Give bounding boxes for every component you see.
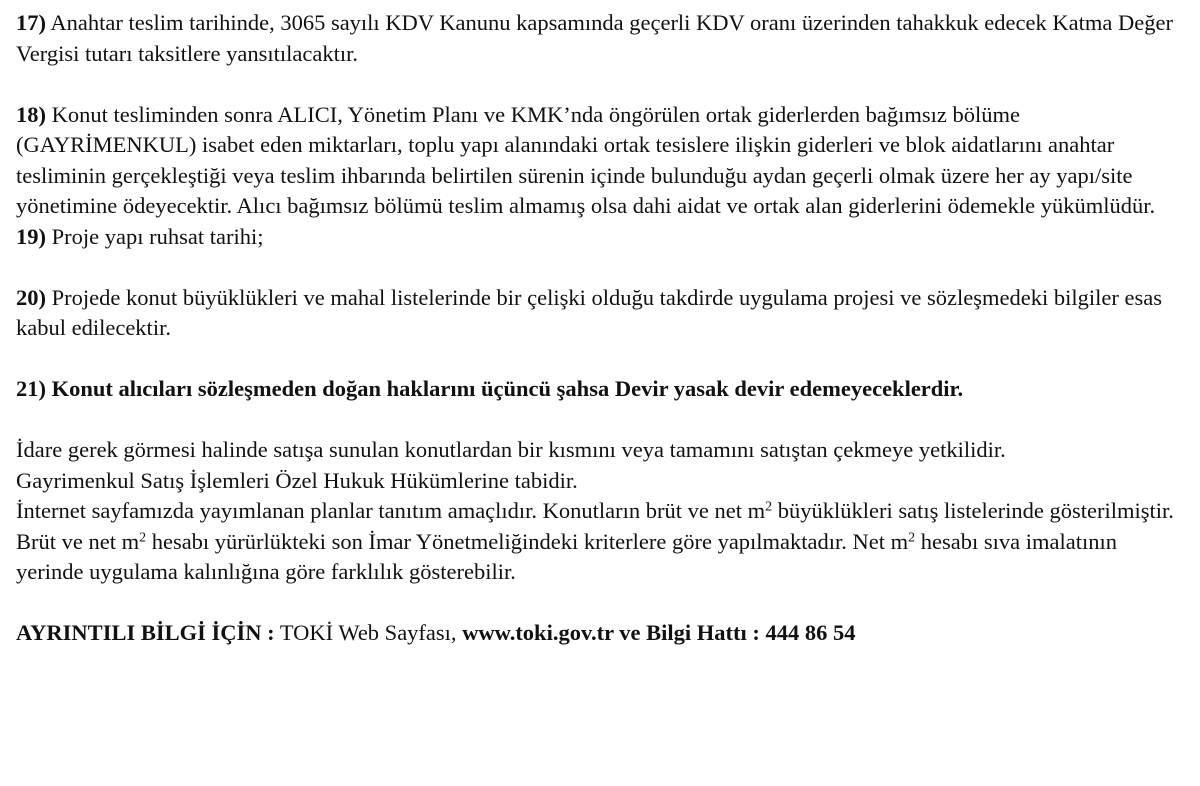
note-text: İnternet sayfamızda yayımlanan planlar tanıtım amaçlıdır. Konutların brüt ve net m bbox=[16, 498, 766, 523]
note-text: büyüklükleri satış listelerinde gösterilmiştir. Brüt ve net m bbox=[16, 498, 1174, 554]
spacer bbox=[16, 405, 1184, 436]
note-law: Gayrimenkul Satış İşlemleri Özel Hukuk Hükümlerine tabidir. bbox=[16, 467, 578, 493]
superscript: 2 bbox=[765, 499, 773, 515]
spacer bbox=[16, 69, 1184, 100]
note-text: hesabı yürürlükteki son İmar Yönetmeliğindeki kriterlere göre yapılmaktadır. Net m bbox=[146, 528, 909, 554]
info-footer bbox=[16, 618, 1184, 649]
document-body bbox=[16, 8, 1184, 649]
note-text: hesabı sıva imalatının yerinde uygulama kalınlığına göre farklılık gösterebilir. bbox=[16, 528, 1117, 584]
info-site: www.toki.gov.tr ve Bilgi Hattı : 444 86 54 bbox=[462, 620, 856, 645]
superscript: 2 bbox=[908, 529, 916, 545]
info-mid: TOKİ Web Sayfası, bbox=[274, 620, 463, 645]
clause-number: 17) bbox=[16, 10, 46, 35]
clause-17 bbox=[16, 8, 1184, 69]
info-label: AYRINTILI BİLGİ İÇİN : bbox=[16, 620, 275, 645]
clause-text: Proje yapı ruhsat tarihi; bbox=[46, 223, 264, 249]
clause-19 bbox=[16, 222, 1184, 253]
clause-text: Anahtar teslim tarihinde, 3065 sayılı KDV Kanunu kapsamında geçerli KDV oranı üzerinden tahakkuk edecek Katma Değer Vergisi tutarı taksitlere yansıtılacaktır. bbox=[16, 10, 1173, 66]
clause-20 bbox=[16, 283, 1184, 344]
note-plans bbox=[16, 496, 1184, 588]
clause-number: 19) bbox=[16, 223, 46, 249]
clause-number: 20) bbox=[16, 284, 46, 310]
clause-18 bbox=[16, 100, 1184, 222]
clause-text: Projede konut büyüklükleri ve mahal listelerinde bir çelişki olduğu takdirde uygulama projesi ve sözleşmedeki bilgiler esas kabul edilecektir. bbox=[16, 284, 1162, 340]
note-withdraw: İdare gerek görmesi halinde satışa sunulan konutlardan bir kısmını veya tamamını satıştan çekmeye yetkilidir. bbox=[16, 437, 1006, 462]
spacer bbox=[16, 588, 1184, 619]
clause-21: 21) Konut alıcıları sözleşmeden doğan haklarını üçüncü şahsa Devir yasak devir edemeyeceklerdir. bbox=[16, 376, 964, 401]
spacer bbox=[16, 344, 1184, 375]
clause-text: Konut tesliminden sonra ALICI, Yönetim Planı ve KMK’nda öngörülen ortak giderlerden bağımsız bölüme (GAYRİMENKUL) isabet eden miktarları, toplu yapı alanındaki ortak tesislere ilişkin giderleri ve blok aidatlarını anahtar tesliminin gerçekleştiği veya teslim ihbarında belirtilen sürenin içinde bulunduğu aydan geçerli olmak üzere her ay yapı/site yönetimine ödeyecektir. Alıcı bağımsız bölümü teslim almamış olsa dahi aidat ve ortak alan giderlerini ödemekle yükümlüdür. bbox=[16, 101, 1156, 218]
superscript: 2 bbox=[139, 529, 147, 545]
clause-number: 18) bbox=[16, 101, 46, 127]
spacer bbox=[16, 252, 1184, 283]
